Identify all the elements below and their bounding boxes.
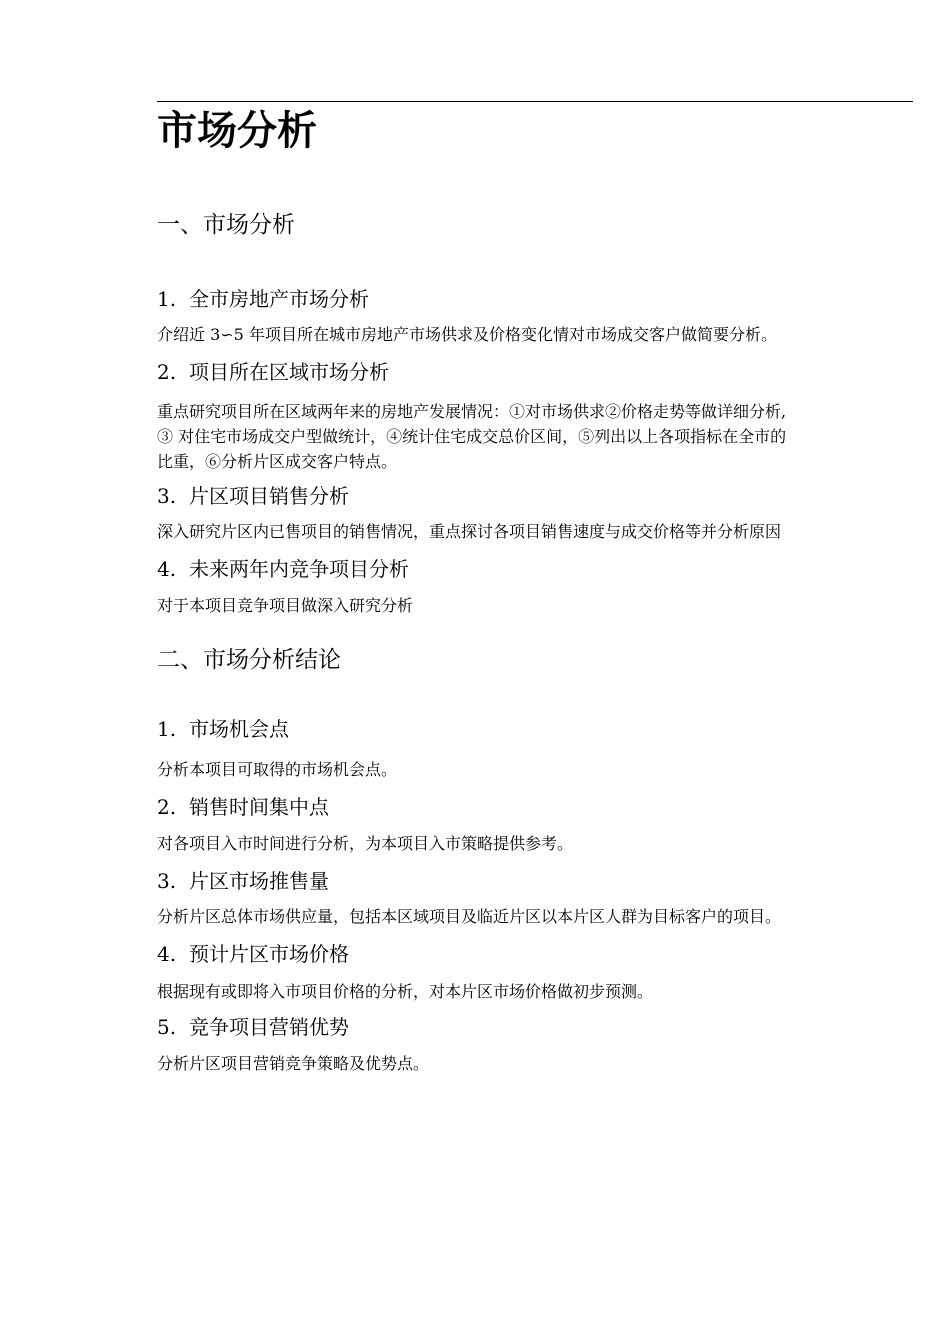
item-number: 4. bbox=[157, 942, 177, 966]
item-description: 分析本项目可取得的市场机会点。 bbox=[157, 760, 398, 779]
item-number: 2. bbox=[157, 795, 177, 819]
item-number: 5. bbox=[157, 1015, 177, 1039]
item-number: 4. bbox=[157, 557, 177, 581]
item-heading bbox=[157, 868, 329, 894]
item-description: 对各项目入市时间进行分析，为本项目入市策略提供参考。 bbox=[157, 834, 574, 853]
item-number: 2. bbox=[157, 360, 177, 384]
item-description: 深入研究片区内已售项目的销售情况，重点探讨各项目销售速度与成交价格等并分析原因 bbox=[157, 522, 782, 541]
item-description-line: ③ 对住宅市场成交户型做统计，④统计住宅成交总价区间，⑤列出以上各项指标在全市的 bbox=[157, 427, 787, 446]
item-title: 全市房地产市场分析 bbox=[189, 287, 369, 311]
document-title: 市场分析 bbox=[157, 108, 317, 154]
item-title: 项目所在区域市场分析 bbox=[189, 360, 389, 384]
item-title: 市场机会点 bbox=[189, 717, 289, 741]
item-heading bbox=[157, 941, 349, 967]
item-description: 对于本项目竞争项目做深入研究分析 bbox=[157, 596, 414, 615]
item-heading bbox=[157, 556, 409, 582]
item-title: 片区项目销售分析 bbox=[189, 484, 349, 508]
item-heading bbox=[157, 286, 369, 312]
item-description: 分析片区项目营销竞争策略及优势点。 bbox=[157, 1054, 430, 1073]
item-description-line: 比重，⑥分析片区成交客户特点。 bbox=[157, 452, 398, 471]
item-number: 3. bbox=[157, 484, 177, 508]
item-heading bbox=[157, 359, 389, 385]
item-description: 分析片区总体市场供应量，包括本区域项目及临近片区以本片区人群为目标客户的项目。 bbox=[157, 907, 782, 926]
section-heading-market-analysis: 一、市场分析 bbox=[157, 212, 295, 238]
item-heading bbox=[157, 483, 349, 509]
item-title: 预计片区市场价格 bbox=[189, 942, 349, 966]
item-title: 未来两年内竞争项目分析 bbox=[189, 557, 409, 581]
section-heading-conclusions: 二、市场分析结论 bbox=[157, 647, 341, 673]
item-title: 销售时间集中点 bbox=[189, 795, 329, 819]
item-number: 1. bbox=[157, 287, 177, 311]
item-description: 介绍近 3∽5 年项目所在城市房地产市场供求及价格变化情对市场成交客户做简要分析。 bbox=[157, 325, 777, 344]
item-heading bbox=[157, 794, 329, 820]
item-heading bbox=[157, 1014, 349, 1040]
item-title: 片区市场推售量 bbox=[189, 869, 329, 893]
item-number: 3. bbox=[157, 869, 177, 893]
item-number: 1. bbox=[157, 717, 177, 741]
header-rule bbox=[157, 101, 913, 102]
item-description-line: 重点研究项目所在区域两年来的房地产发展情况：①对市场供求②价格走势等做详细分析, bbox=[157, 402, 787, 421]
item-title: 竞争项目营销优势 bbox=[189, 1015, 349, 1039]
item-description: 根据现有或即将入市项目价格的分析，对本片区市场价格做初步预测。 bbox=[157, 982, 654, 1001]
item-heading bbox=[157, 716, 289, 742]
